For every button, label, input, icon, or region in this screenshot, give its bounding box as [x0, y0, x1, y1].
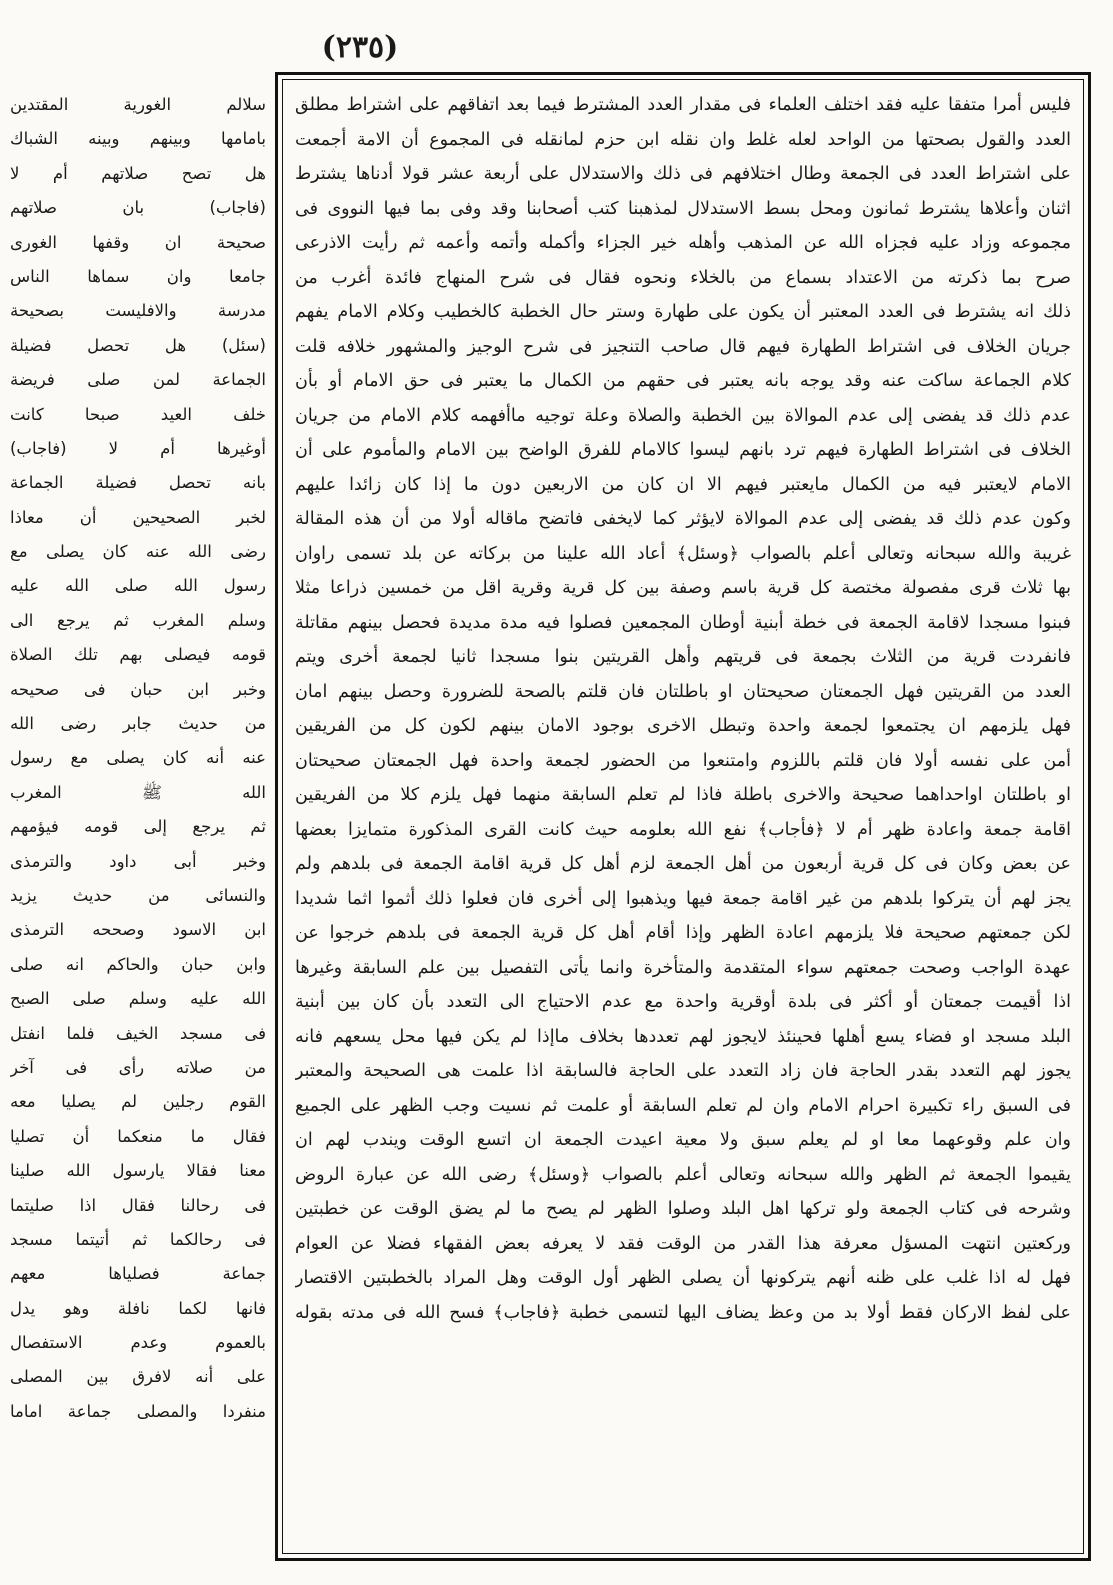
- side-column-line: صحيحة ان وقفها الغورى: [10, 232, 266, 252]
- main-text-line: البلد مسجد او فضاء يسع أهلها فحينئذ لايجوز لهم تعددها بخلاف ماإذا لم يكن فيها محل يسعهم فانه: [295, 1026, 1071, 1047]
- page-number: (٢٣٥): [321, 30, 399, 65]
- side-column-line: وابن حبان والحاكم انه صلى: [10, 954, 266, 974]
- side-column-line: قومه فيصلى بهم تلك الصلاة: [10, 645, 266, 665]
- side-column-line: ثم يرجع إلى قومه فيؤمهم: [10, 817, 266, 837]
- main-text-line: على اشتراط العدد فى الجمعة وطال اختلافهم فى ذلك والاستدلال على أربعة عشر قولا أدناها يشترط: [295, 164, 1071, 184]
- side-column-line: جامعا وان سماها الناس: [10, 266, 266, 286]
- main-text-line: لكن جمعتهم صحيحة فلا يلزمهم اعادة الظهر وإذا أقام أهل كل قرية الجمعة فى بلدهم خرجوا عن: [295, 923, 1071, 943]
- side-column: [10, 88, 266, 1565]
- main-text-line: وركعتين انتهت المسؤل معرفة هذا القدر من الوقت فقد لا يعرفه بعض الفقهاء فضلا عن العوام: [295, 1233, 1071, 1254]
- main-text-body: [295, 88, 1071, 1545]
- side-column-line: وخبر أبى داود والترمذى: [10, 851, 266, 871]
- main-text-line: يجز لهم أن يتركوا بلدهم من غير اقامة جمعة فيها ويذهبوا إلى أخرى فان فعلوا ذلك أثموا اثما شديدا: [295, 888, 1071, 909]
- main-text-line: كلام الجماعة ساكت عنه وقد يوجه بانه يعتبر فى حقهم من الكمال ما يعتبر فى حق الامام أو بأن: [295, 371, 1071, 391]
- main-text-line: وكون عدم ذلك قد يفضى إلى عدم الموالاة لايؤثر كما لايخفى فاتضح ماقاله أولا من أن هذه المقالة: [295, 509, 1071, 529]
- main-text-line: عدم ذلك قد يفضى إلى عدم الموالاة بين الخطبة والصلاة وعلة توجيه ماأفهمه كلام الامام من جريان: [295, 405, 1071, 426]
- side-column-line: وخبر ابن حبان فى صحيحه: [10, 679, 266, 699]
- side-column-line: رضى الله عنه كان يصلى مع: [10, 542, 266, 562]
- side-column-line: من حديث جابر رضى الله: [10, 714, 266, 734]
- main-text-line: فليس أمرا متفقا عليه فقد اختلف العلماء فى مقدار العدد المشترط فيما بعد اتفاقهم على اشتراط مطلق: [295, 95, 1071, 115]
- side-column-line: (فاجاب) بان صلاتهم: [10, 198, 266, 218]
- side-column-line: أوغيرها أم لا (فاجاب): [10, 438, 266, 458]
- side-column-line: فى مسجد الخيف فلما انفتل: [10, 1023, 266, 1043]
- main-text-line: يجوز لهم التعدد بقدر الحاجة فان زاد التعدد على الحاجة فالسابقة اذا علمت هى الصحيحة والمعتبر: [295, 1061, 1071, 1081]
- side-column-line: القوم رجلين لم يصليا معه: [10, 1092, 266, 1112]
- main-text-line: بها ثلاث قرى مفصولة مختصة كل قرية باسم وصفة بين كل قرية وقرية اقل من خمسين ذراعا مثلا: [295, 578, 1071, 598]
- main-text-line: غريبة والله سبحانه وتعالى أعلم بالصواب ﴿وسئل﴾ أعاد الله علينا من بركاته عن بلد تسمى راوان: [295, 543, 1071, 564]
- main-text-line: على لفظ الاركان فقط أولا بد من وعظ يضاف اليها لتسمى خطبة ﴿فاجاب﴾ فسح الله فى مدته بقوله: [295, 1302, 1071, 1323]
- side-column-line: على أنه لافرق بين المصلى: [10, 1367, 266, 1387]
- side-column-line: بانه تحصل فضيلة الجماعة: [10, 473, 266, 493]
- side-column-line: منفردا والمصلى جماعة اماما: [10, 1401, 266, 1421]
- side-column-line: بالعموم وعدم الاستفصال: [10, 1333, 266, 1353]
- side-column-line: فانها لكما نافلة وهو يدل: [10, 1298, 266, 1318]
- side-column-line: ابن الاسود وصححه الترمذى: [10, 920, 266, 940]
- side-column-line: فقال ما منعكما أن تصليا: [10, 1126, 266, 1146]
- main-text-line: ذلك انه يشترط فى العدد المعتبر أن يكون على طهارة وستر حال الخطبة كالخطيب وكلام الامام يفهم: [295, 302, 1071, 322]
- side-column-line: لخبر الصحيحين أن معاذا: [10, 507, 266, 527]
- main-text-line: فهل له اذا غلب على ظنه أنهم يتركونها أن يصلى الظهر أول الوقت وهل المراد بالخطبتين الاقتصار: [295, 1268, 1071, 1288]
- main-text-line: العدد من القريتين فهل الجمعتان صحيحتان او باطلتان فان قلتم بالصحة للضرورة وحصل بينهم امان: [295, 681, 1071, 702]
- main-text-line: اثنان وأعلاها يشترط ثمانون ومحل بسط الاستدلال لمذهبنا كتب أصحابنا وقد وفى بما فيها النووى فى: [295, 198, 1071, 219]
- main-text-line: فهل يلزمهم ان يجتمعوا لجمعة واحدة وتبطل الاخرى بوجود الامان بينهم لكون كل من الفريقين: [295, 716, 1071, 736]
- side-column-line: فى رحالنا فقال اذا صليتما: [10, 1195, 266, 1215]
- main-text-frame: [275, 72, 1091, 1561]
- main-text-line: يقيموا الجمعة ثم الظهر والله سبحانه وتعالى أعلم بالصواب ﴿وسئل﴾ رضى الله عن عبارة الروض: [295, 1164, 1071, 1185]
- side-column-line: الجماعة لمن صلى فريضة: [10, 370, 266, 390]
- side-column-line: الله عليه وسلم صلى الصبح: [10, 989, 266, 1009]
- main-text-line: الامام لايعتبر فيه من الكمال مايعتبر فيهم الا ان كان من الاربعين دون ما إذا كان زائدا عليهم: [295, 474, 1071, 495]
- main-text-line: العدد والقول بصحتها من الواحد لعله غلط وان نقله ابن حزم لمانقله فى المجموع أن الامة أجمعت: [295, 129, 1071, 150]
- main-text-inner-frame: [282, 79, 1084, 1554]
- main-text-line: وان علم وقوعهما معا او لم يعلم سبق ولا معية اعيدت الجمعة ان اتسع الوقت ويندب لهم ان: [295, 1130, 1071, 1150]
- side-column-line: جماعة فصلياها معهم: [10, 1264, 266, 1284]
- main-text-line: جريان الخلاف فى اشتراط الطهارة فيهم قال صاحب التنجيز فى شرح الوجيز والمشهور خلافه قلت: [295, 336, 1071, 357]
- side-column-line: خلف العيد صبحا كانت: [10, 404, 266, 424]
- side-column-line: هل تصح صلاتهم أم لا: [10, 163, 266, 183]
- main-text-line: فانفردت قرية من الثلاث بجمعة فى قريتهم وأهل القريتين بنوا مسجدا ثانيا لجمعة أخرى ويتم: [295, 647, 1071, 667]
- main-text-line: أمن على نفسه أولا فان قلتم باللزوم وامتنعوا من الحضور لجمعة واحدة فهل الجمعتان صحيحتان: [295, 750, 1071, 771]
- side-column-line: الله ﷺ المغرب: [10, 782, 266, 802]
- main-text-line: اذا أقيمت جمعتان أو أكثر فى بلدة أوقرية واحدة مع عدم الاحتياج الى التعدد بأن كان بين أبنية: [295, 992, 1071, 1012]
- side-column-line: من صلاته رأى فى آخر: [10, 1057, 266, 1077]
- side-column-line: عنه أنه كان يصلى مع رسول: [10, 748, 266, 768]
- main-text-line: فبنوا مسجدا لاقامة الجمعة فى خطة أبنية أوطان المجمعين فصلوا فيه مدة مديدة فحصل بينهم مقاتلة: [295, 612, 1071, 633]
- side-column-line: مدرسة والافليست بصحيحة: [10, 301, 266, 321]
- side-column-line: والنسائى من حديث يزيد: [10, 885, 266, 905]
- main-text-line: عن بعض وكان فى كل قرية أربعون من أهل الجمعة لزم أهل كل قرية اقامة الجمعة فى بلدهم ولم: [295, 854, 1071, 874]
- main-text-line: صرح بما ذكرته من الاعتداد بسماع من بالخلاء ونحوه فقال فى شرح المنهاج فائدة أغرب من: [295, 267, 1071, 288]
- side-column-line: رسول الله صلى الله عليه: [10, 576, 266, 596]
- main-text-line: او باطلتان اواحداهما صحيحة والاخرى باطلة فاذا لم تعلم السابقة منهما فهل يلزم كلا من الفريقين: [295, 785, 1071, 805]
- side-column-line: سلالم الغورية المقتدين: [10, 95, 266, 114]
- side-column-line: فى رحالكما ثم أتيتما مسجد: [10, 1229, 266, 1249]
- side-column-line: بامامها وبينهم وبينه الشباك: [10, 129, 266, 149]
- main-text-line: عهدة الواجب وصحت جمعتهم سواء المتقدمة والمتأخرة وانما يأتى التفصيل بين علم السابقة وغيرها: [295, 957, 1071, 978]
- main-text-line: الخلاف فى اشتراط الطهارة فيهم ترد بانهم ليسوا كالامام للفرق الواضح بين الامام والمأموم على أن: [295, 440, 1071, 460]
- side-column-line: (سئل) هل تحصل فضيلة: [10, 335, 266, 355]
- side-column-line: وسلم المغرب ثم يرجع الى: [10, 610, 266, 630]
- main-text-line: فى السبق راء تكبيرة احرام الامام وان لم تعلم السابقة أو علمت ثم نسيت وجب الظهر على الجميع: [295, 1095, 1071, 1116]
- main-text-line: وشرحه فى كتاب الجمعة ولو تركها اهل البلد وصلوا الظهر لم يصح ما لم يضق الوقت عن خطبتين: [295, 1199, 1071, 1219]
- main-text-line: اقامة جمعة واعادة ظهر أم لا ﴿فأجاب﴾ نفع الله بعلومه حيث كانت القرى المذكورة متمايزا بعضها: [295, 819, 1071, 840]
- main-text-line: مجموعه وزاد عليه فجزاه الله عن المذهب وأهله خير الجزاء وأكمله وأتمه وأعمه ثم رأيت الاذرعى: [295, 233, 1071, 253]
- side-column-line: معنا فقالا يارسول الله صلينا: [10, 1161, 266, 1181]
